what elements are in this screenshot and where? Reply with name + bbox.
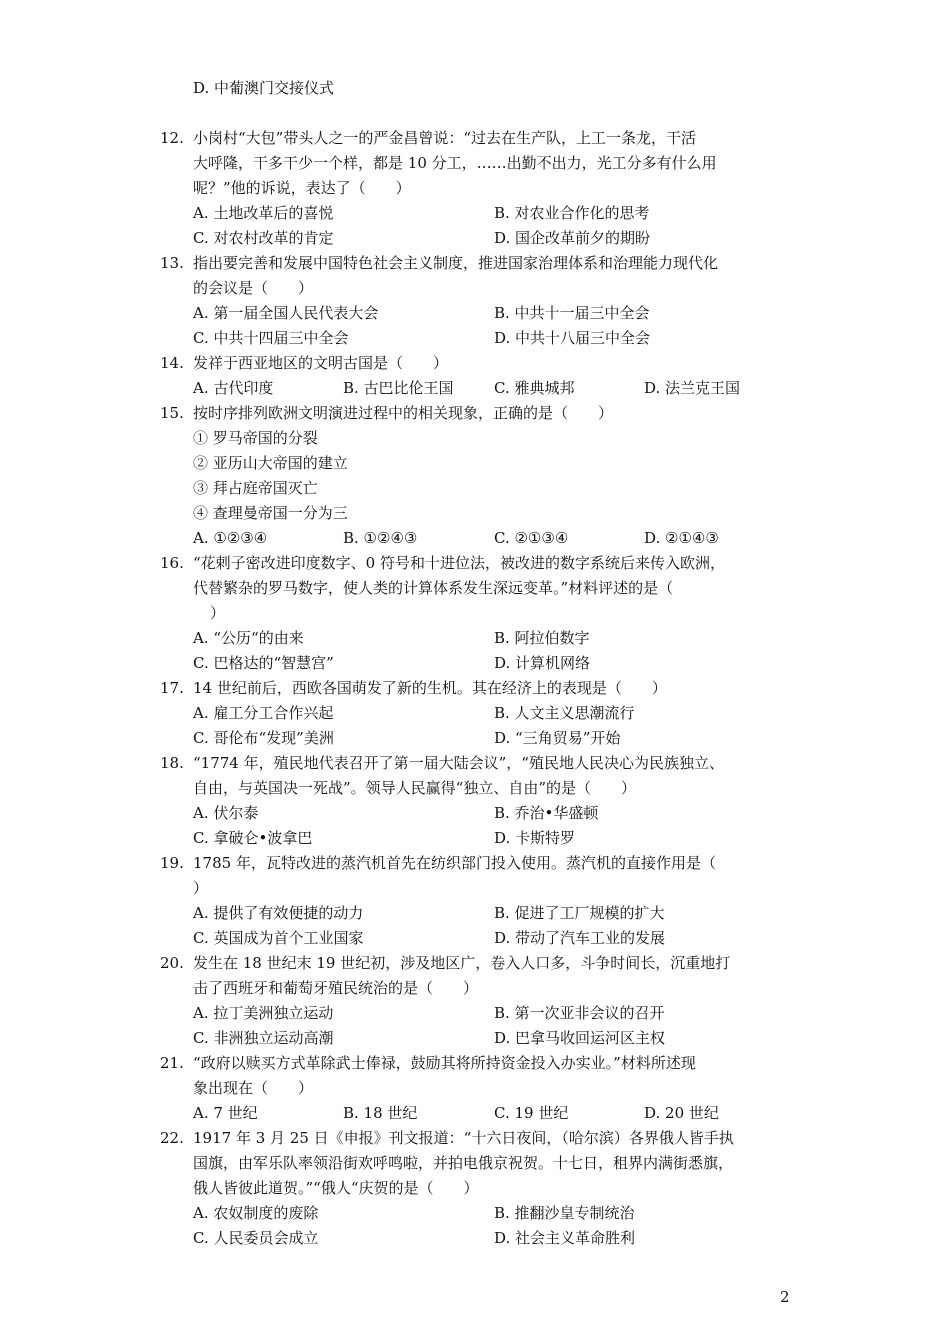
question-stem-line: 象出现在（ ） bbox=[193, 1079, 314, 1097]
list-item: ① 罗马帝国的分裂 bbox=[193, 429, 318, 447]
question-number: 22. bbox=[160, 1129, 184, 1147]
question-number: 17. bbox=[160, 679, 184, 697]
option-c: C. 对农村改革的肯定 bbox=[193, 229, 334, 247]
question-stem-line: 1785 年，瓦特改进的蒸汽机首先在纺织部门投入使用。蒸汽机的直接作用是（ bbox=[193, 854, 716, 872]
option-c: C. 拿破仑•波拿巴 bbox=[193, 829, 313, 847]
option-d: D. 社会主义革命胜利 bbox=[494, 1229, 636, 1247]
option-d: D. 20 世纪 bbox=[644, 1104, 719, 1122]
question-stem-line: 指出要完善和发展中国特色社会主义制度，推进国家治理体系和治理能力现代化 bbox=[193, 254, 719, 272]
option-b: B. 对农业合作化的思考 bbox=[494, 204, 650, 222]
question-stem-line: “花剌子密改进印度数字、0 符号和十进位法，被改进的数字系统后来传入欧洲， bbox=[193, 554, 725, 572]
option-d: D. “三角贸易”开始 bbox=[494, 729, 621, 747]
option-b: B. 阿拉伯数字 bbox=[494, 629, 590, 647]
question-stem-line: 自由，与英国决一死战”。领导人民赢得“独立、自由”的是（ ） bbox=[193, 779, 637, 797]
list-item: ③ 拜占庭帝国灭亡 bbox=[193, 479, 318, 497]
question-number: 21. bbox=[160, 1054, 184, 1072]
option-c: C. 英国成为首个工业国家 bbox=[193, 929, 364, 947]
option-b: B. 中共十一届三中全会 bbox=[494, 304, 650, 322]
option-a: A. 伏尔泰 bbox=[193, 804, 259, 822]
option-a: A. 古代印度 bbox=[193, 379, 274, 397]
option-d: D. 法兰克王国 bbox=[644, 379, 741, 397]
option-b: B. 促进了工厂规模的扩大 bbox=[494, 904, 665, 922]
question-stem-line: 大呼隆，干多干少一个样，都是 10 分工，……出勤不出力，光工分多有什么用 bbox=[193, 154, 717, 172]
question-number: 15. bbox=[160, 404, 184, 422]
option-b: B. 第一次亚非会议的召开 bbox=[494, 1004, 665, 1022]
question-number: 18. bbox=[160, 754, 184, 772]
option-d: D. 带动了汽车工业的发展 bbox=[494, 929, 666, 947]
option-c: C. 中共十四届三中全会 bbox=[193, 329, 349, 347]
question-number: 20. bbox=[160, 954, 184, 972]
question-number: 14. bbox=[160, 354, 184, 372]
option-a: A. 拉丁美洲独立运动 bbox=[193, 1004, 334, 1022]
option-a: A. “公历“的由来 bbox=[193, 629, 304, 647]
list-item: ④ 查理曼帝国一分为三 bbox=[193, 504, 348, 522]
question-stem-line: “政府以赎买方式革除武士俸禄，鼓励其将所持资金投入办实业。”材料所述现 bbox=[193, 1054, 696, 1072]
option-d: D. 卡斯特罗 bbox=[494, 829, 576, 847]
question-number: 19. bbox=[160, 854, 184, 872]
option-d: D. 计算机网络 bbox=[494, 654, 591, 672]
option-a: A. 提供了有效便捷的动力 bbox=[193, 904, 364, 922]
question-stem-line: 发生在 18 世纪末 19 世纪初，涉及地区广，卷入人口多，斗争时间长，沉重地打 bbox=[193, 954, 731, 972]
option-d: D. ②①④③ bbox=[644, 529, 719, 547]
question-number: 16. bbox=[160, 554, 184, 572]
option-a: A. 7 世纪 bbox=[193, 1104, 258, 1122]
question-stem-line: “1774 年，殖民地代表召开了第一届大陆会议”，“殖民地人民决心为民族独立、 bbox=[193, 754, 724, 772]
option-b: B. 人文主义思潮流行 bbox=[494, 704, 635, 722]
option-c: C. 哥伦布“发现”美洲 bbox=[193, 729, 334, 747]
question-stem-line: 代替繁杂的罗马数字，使人类的计算体系发生深远变革。”材料评述的是（ bbox=[193, 579, 674, 597]
option-d: D. 国企改革前夕的期盼 bbox=[494, 229, 651, 247]
question-stem-line: 俄人皆彼此道贺。”“俄人“庆贺的是（ ） bbox=[193, 1179, 479, 1197]
option-b: B. 18 世纪 bbox=[343, 1104, 418, 1122]
option-a: A. 第一届全国人民代表大会 bbox=[193, 304, 379, 322]
option-d: D. 中共十八届三中全会 bbox=[494, 329, 651, 347]
option-b: B. 古巴比伦王国 bbox=[343, 379, 454, 397]
question-stem-line: ） bbox=[193, 879, 209, 897]
question-stem-line: 国旗，由军乐队率领沿街欢呼鸣啦，并拍电俄京祝贺。十七日，租界内满街悉旗， bbox=[193, 1154, 734, 1172]
question-number: 13. bbox=[160, 254, 184, 272]
option-c: C. 巴格达的“智慧宫” bbox=[193, 654, 334, 672]
question-stem-line: 14 世纪前后，西欧各国萌发了新的生机。其在经济上的表现是（ ） bbox=[193, 679, 667, 697]
option-a: A. 农奴制度的废除 bbox=[193, 1204, 319, 1222]
question-stem-line: 按时序排列欧洲文明演进过程中的相关现象，正确的是（ ） bbox=[193, 404, 614, 422]
prev-question-option-d: D. 中葡澳门交接仪式 bbox=[193, 79, 335, 97]
option-a: A. 土地改革后的喜悦 bbox=[193, 204, 334, 222]
page-number: 2 bbox=[780, 1288, 790, 1306]
question-stem-line: 击了西班牙和葡萄牙殖民统治的是（ ） bbox=[193, 979, 479, 997]
question-stem-line: 1917 年 3 月 25 日《申报》刊文报道：“十六日夜间，（哈尔滨）各界俄人皆手执 bbox=[193, 1129, 734, 1147]
option-c: C. 非洲独立运动高潮 bbox=[193, 1029, 334, 1047]
question-stem-line: 小岗村“大包”带头人之一的严金昌曾说：“过去在生产队，上工一条龙，干活 bbox=[193, 129, 697, 147]
option-c: C. 人民委员会成立 bbox=[193, 1229, 319, 1247]
option-c: C. 19 世纪 bbox=[494, 1104, 569, 1122]
question-stem-line: 呢？”他的诉说，表达了（ ） bbox=[193, 179, 411, 197]
question-number: 12. bbox=[160, 129, 184, 147]
option-d: D. 巴拿马收回运河区主权 bbox=[494, 1029, 666, 1047]
option-b: B. 推翻沙皇专制统治 bbox=[494, 1204, 635, 1222]
option-c: C. 雅典城邦 bbox=[494, 379, 575, 397]
option-a: A. ①②③④ bbox=[193, 529, 268, 547]
list-item: ② 亚历山大帝国的建立 bbox=[193, 454, 348, 472]
option-b: B. ①②④③ bbox=[343, 529, 418, 547]
option-c: C. ②①③④ bbox=[494, 529, 569, 547]
option-a: A. 雇工分工合作兴起 bbox=[193, 704, 334, 722]
option-b: B. 乔治•华盛顿 bbox=[494, 804, 599, 822]
question-stem-line: 的会议是（ ） bbox=[193, 279, 314, 297]
question-stem-line: 发祥于西亚地区的文明古国是（ ） bbox=[193, 354, 449, 372]
question-stem-line: ） bbox=[210, 604, 226, 622]
